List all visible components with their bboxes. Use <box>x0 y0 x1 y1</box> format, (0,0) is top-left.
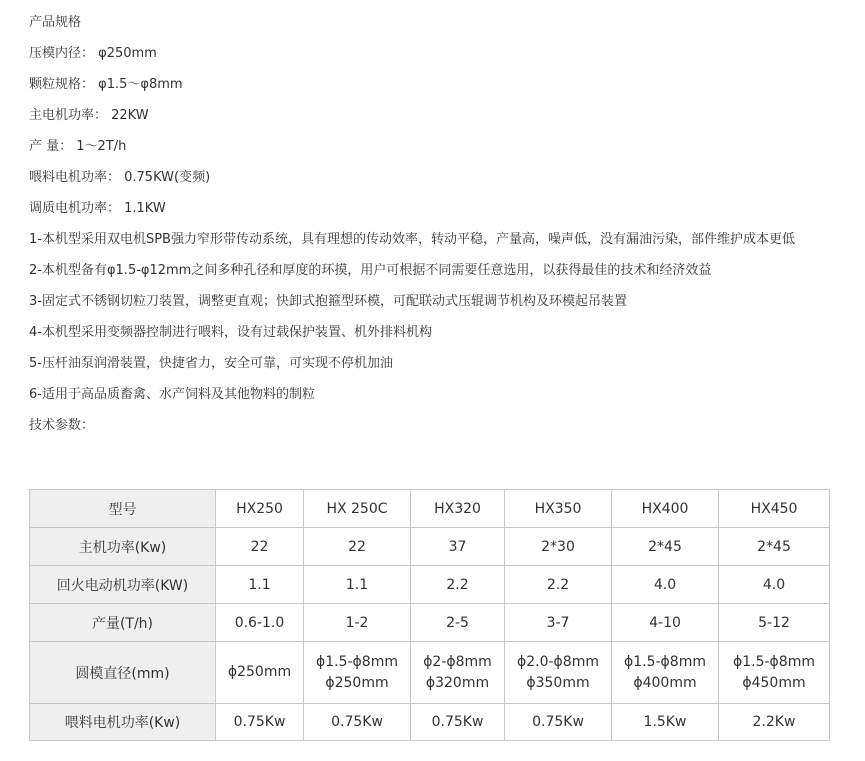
table-row <box>30 528 830 566</box>
table-cell: 1.1 <box>216 566 304 604</box>
feature-line-5: 5-压杆油泵润滑装置，快捷省力，安全可靠，可实现不停机加油 <box>29 356 393 371</box>
table-cell <box>719 642 830 704</box>
cell-line: ϕ320mm <box>425 674 490 691</box>
cell-line: ϕ1.5-ϕ8mm <box>733 653 815 670</box>
table-cell: 4.0 <box>612 566 719 604</box>
cell-line: ϕ250mm <box>325 674 389 691</box>
cell-line: ϕ1.5-ϕ8mm <box>624 653 706 670</box>
row-label: 回火电动机功率(KW) <box>30 566 216 604</box>
table-row <box>30 566 830 604</box>
cell-line: ϕ400mm <box>633 674 697 691</box>
spec-line-feeder-motor-power: 喂料电机功率： 0.75KW(变频) <box>29 170 211 185</box>
header-cell: HX320 <box>411 490 505 528</box>
table-cell: 4.0 <box>719 566 830 604</box>
tech-params-table <box>29 489 830 741</box>
table-cell: 5-12 <box>719 604 830 642</box>
table-cell <box>304 642 411 704</box>
table-cell: 2-5 <box>411 604 505 642</box>
table-cell: 0.75Kw <box>216 704 304 741</box>
spec-line-die-inner-diameter: 压模内径： φ250mm <box>29 46 157 61</box>
table-header-row <box>30 490 830 528</box>
table-cell: 1.1 <box>304 566 411 604</box>
row-label: 主机功率(Kw) <box>30 528 216 566</box>
row-label: 喂料电机功率(Kw) <box>30 704 216 741</box>
table-cell: 22 <box>216 528 304 566</box>
spec-line-conditioner-motor-power: 调质电机功率： 1.1KW <box>29 201 166 216</box>
feature-line-3: 3-固定式不锈钢切粒刀装置，调整更直观；快卸式抱箍型环模，可配联动式压辊调节机构及环模起吊装置 <box>29 294 627 309</box>
table-cell: 4-10 <box>612 604 719 642</box>
table-cell <box>411 642 505 704</box>
table-cell: 2*45 <box>719 528 830 566</box>
feature-line-1: 1-本机型采用双电机SPB强力窄形带传动系统，具有理想的传动效率，转动平稳，产量高，噪声低，没有漏油污染，部件维护成本更低 <box>29 232 795 247</box>
feature-line-4: 4-本机型采用变频器控制进行喂料，设有过载保护装置、机外排料机构 <box>29 325 432 340</box>
cell-line: ϕ250mm <box>227 664 292 680</box>
table-row <box>30 704 830 741</box>
spec-line-main-motor-power: 主电机功率： 22KW <box>29 108 149 123</box>
header-cell: HX400 <box>612 490 719 528</box>
table-cell: 2*30 <box>505 528 612 566</box>
table-cell: 0.6-1.0 <box>216 604 304 642</box>
table-cell: 2.2 <box>505 566 612 604</box>
feature-line-6: 6-适用于高品质畜禽、水产饲料及其他物料的制粒 <box>29 387 315 402</box>
table-row <box>30 642 830 704</box>
table-row <box>30 604 830 642</box>
table-cell <box>612 642 719 704</box>
header-cell: HX 250C <box>304 490 411 528</box>
spec-line-output: 产 量： 1～2T/h <box>29 139 127 154</box>
tech-params-heading: 技术参数： <box>29 418 95 433</box>
section-title: 产品规格 <box>29 15 82 30</box>
feature-line-2: 2-本机型备有φ1.5-φ12mm之间多种孔径和厚度的环摸，用户可根据不同需要任意选用，以获得最佳的技术和经济效益 <box>29 263 712 278</box>
table-cell: 2.2Kw <box>719 704 830 741</box>
header-cell: HX350 <box>505 490 612 528</box>
table-cell: 0.75Kw <box>304 704 411 741</box>
row-label: 圆模直径(mm) <box>30 642 216 704</box>
header-cell: HX450 <box>719 490 830 528</box>
table-cell: 0.75Kw <box>505 704 612 741</box>
header-cell: HX250 <box>216 490 304 528</box>
table-cell: 1.5Kw <box>612 704 719 741</box>
table-cell: 22 <box>304 528 411 566</box>
cell-line: ϕ2.0-ϕ8mm <box>517 653 599 670</box>
spec-line-pellet-size: 颗粒规格： φ1.5～φ8mm <box>29 77 183 92</box>
cell-line: ϕ2-ϕ8mm <box>423 653 492 670</box>
table-cell <box>505 642 612 704</box>
table-cell: 3-7 <box>505 604 612 642</box>
table-cell: 0.75Kw <box>411 704 505 741</box>
row-label: 产量(T/h) <box>30 604 216 642</box>
table-cell: 2.2 <box>411 566 505 604</box>
cell-line: ϕ450mm <box>742 674 806 691</box>
table-cell: 2*45 <box>612 528 719 566</box>
header-cell-model: 型号 <box>30 490 216 528</box>
table-cell: 1-2 <box>304 604 411 642</box>
cell-line: ϕ1.5-ϕ8mm <box>316 653 398 670</box>
cell-line: ϕ350mm <box>526 674 590 691</box>
spec-text-block <box>29 7 839 441</box>
table-cell <box>216 642 304 704</box>
table-cell: 37 <box>411 528 505 566</box>
